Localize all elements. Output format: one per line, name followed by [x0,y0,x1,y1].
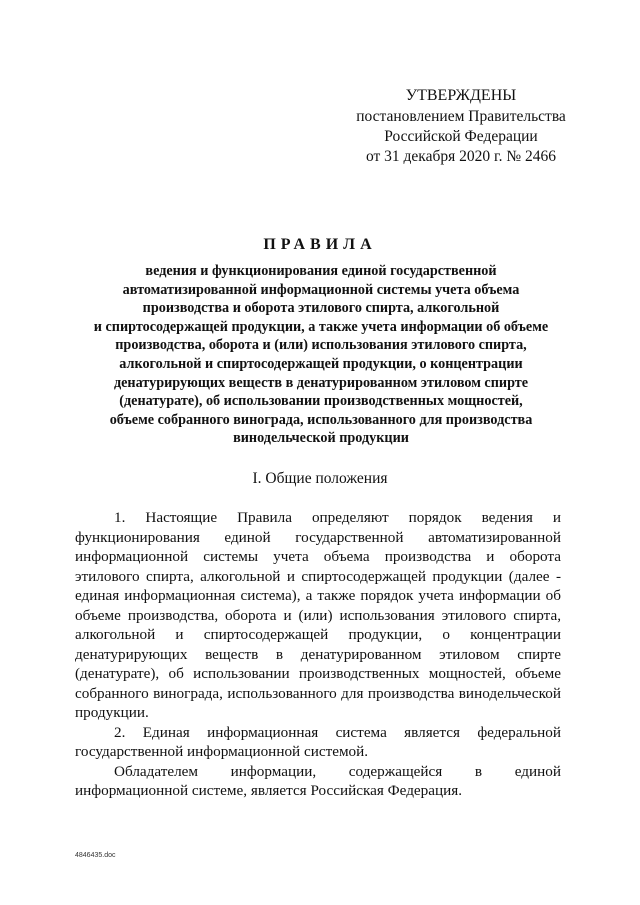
paragraph-1: 1. Настоящие Правила определяют порядок ведения и функционирования единой государственной автоматизированной информационной системы учета объема производства и оборота этилового спирта, алкогольной и спиртосодержащей продукции (далее - единая информационная система), а также порядок учета информации об объеме производства, оборота и (или) использования этилового спирта, алкогольной и спиртосодержащей продукции, о концентрации денатурирующих веществ в денатурированном этиловом спирте (денатурате), об использовании производственных мощностей, объеме собранного винограда, использованного для производства винодельческой продукции. [75,509,561,721]
subtitle-line: винодельческой продукции [233,430,409,447]
subtitle-line: производства, оборота и (или) использования этилового спирта, [115,337,527,354]
subtitle-line: объеме собранного винограда, использованного для производства [109,411,533,428]
subtitle-line: денатурирующих веществ в денатурированном этиловом спирте [113,374,529,391]
subtitle-line: производства и оборота этилового спирта, алкогольной [142,300,500,317]
subtitle-line: и спиртосодержащей продукции, а также учета информации об объеме [93,318,549,335]
subtitle-line: автоматизированной информационной системы учета объема [122,281,520,298]
document-file-code: 4846435.doc [75,852,116,859]
document-subtitle [66,262,576,448]
approval-stamp [330,86,592,167]
document-title: ПРАВИЛА [263,236,377,253]
subtitle-line: (денатурате), об использовании производственных мощностей, [119,393,523,410]
paragraph-3: Обладателем информации, содержащейся в единой информационной системе, является Российская Федерация. [75,762,561,799]
approval-line-2: Российской Федерации [384,128,538,145]
approval-line-1: постановлением Правительства [356,108,566,125]
section-heading: I. Общие положения [252,470,388,487]
subtitle-line: алкогольной и спиртосодержащей продукции, о концентрации [119,355,523,372]
subtitle-line: ведения и функционирования единой государственной [145,263,497,279]
paragraph-2: 2. Единая информационная система является федеральной государственной информационной системой. [75,723,561,760]
approved-label: УТВЕРЖДЕНЫ [405,87,517,104]
approval-line-3: от 31 декабря 2020 г. № 2466 [365,148,557,165]
document-body [75,508,561,801]
